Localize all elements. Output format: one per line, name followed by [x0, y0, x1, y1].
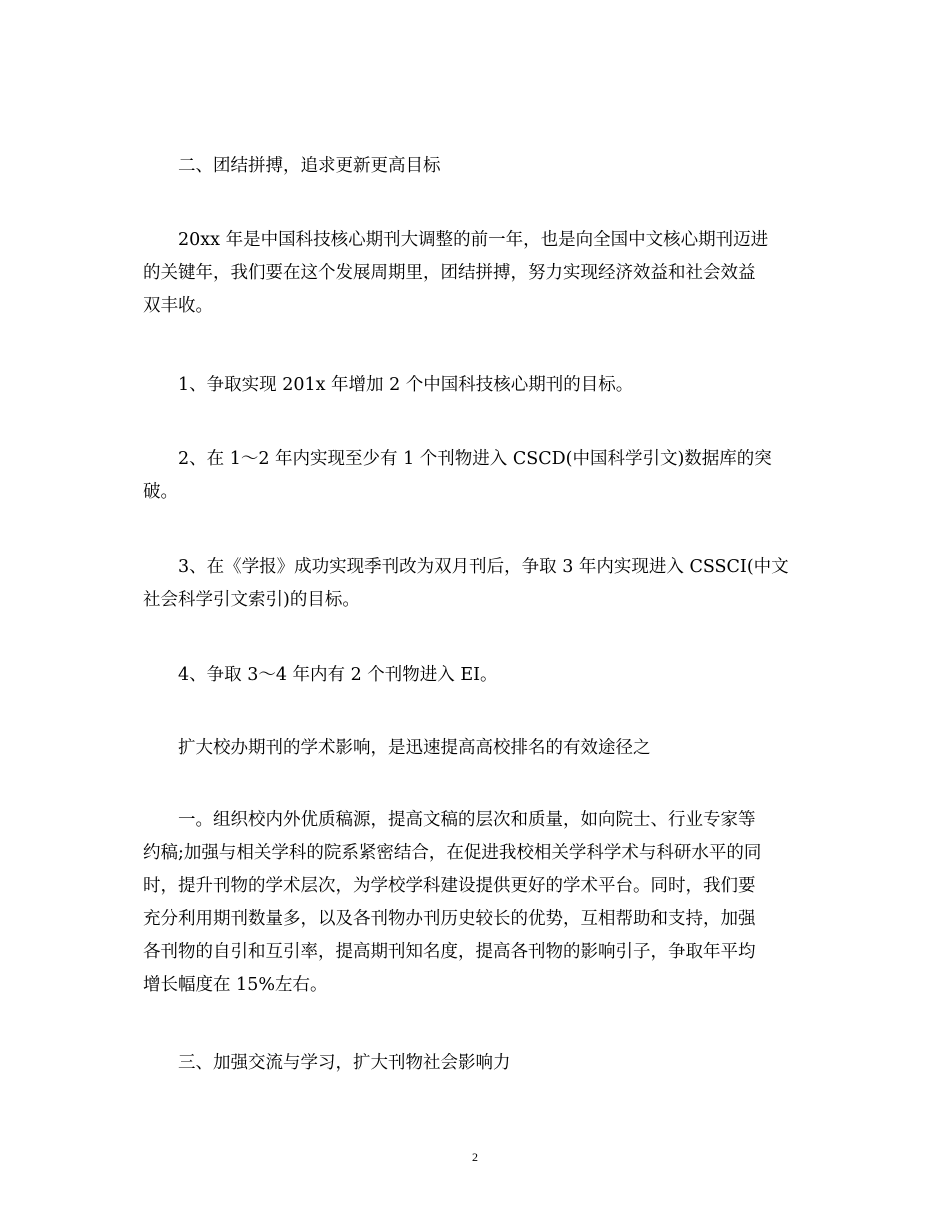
paragraph-line: 社会科学引文索引)的目标。 [143, 590, 360, 610]
list-item-3 [143, 551, 808, 617]
paragraph-line: 时，提升刊物的学术层次，为学校学科建设提供更好的学术平台。同时，我们要 [143, 876, 756, 896]
paragraph-line: 的关键年，我们要在这个发展周期里，团结拼搏，努力实现经济效益和社会效益 [143, 263, 756, 283]
list-item-4 [143, 659, 808, 692]
list-item-2 [143, 443, 808, 509]
paragraph-intro [143, 224, 808, 323]
paragraph-line: 双丰收。 [143, 296, 213, 316]
section-heading-3 [143, 1047, 808, 1080]
paragraph-line: 二、团结拼搏，追求更新更高目标 [178, 156, 441, 176]
section-heading-2 [143, 150, 808, 183]
paragraph-journal-influence [143, 732, 808, 765]
paragraph-line: 破。 [143, 482, 178, 502]
paragraph-line: 三、加强交流与学习，扩大刊物社会影响力 [178, 1053, 511, 1073]
paragraph-line: 1、争取实现 201x 年增加 2 个中国科技核心期刊的目标。 [178, 375, 634, 395]
paragraph-line: 一。组织校内外优质稿源，提高文稿的层次和质量，如向院士、行业专家等 [178, 810, 756, 830]
paragraph-line: 增长幅度在 15%左右。 [143, 975, 328, 995]
list-item-1 [143, 369, 808, 402]
paragraph-line: 20xx 年是中国科技核心期刊大调整的前一年，也是向全国中文核心期刊迈进 [178, 230, 769, 250]
paragraph-line: 约稿;加强与相关学科的院系紧密结合，在促进我校相关学科学术与科研水平的同 [143, 843, 762, 863]
paragraph-line: 扩大校办期刊的学术影响，是迅速提高高校排名的有效途径之 [178, 738, 651, 758]
paragraph-line: 3、在《学报》成功实现季刊改为双月刊后，争取 3 年内实现进入 CSSCI(中文 [178, 557, 789, 577]
paragraph-line: 各刊物的自引和互引率，提高期刊知名度，提高各刊物的影响引子，争取年平均 [143, 942, 756, 962]
paragraph-measures [143, 804, 808, 1002]
paragraph-line: 2、在 1～2 年内实现至少有 1 个刊物进入 CSCD(中国科学引文)数据库的突 [178, 449, 772, 469]
paragraph-line: 充分利用期刊数量多，以及各刊物办刊历史较长的优势，互相帮助和支持，加强 [143, 909, 756, 929]
paragraph-line: 4、争取 3～4 年内有 2 个刊物进入 EI。 [178, 665, 498, 685]
page-number: 2 [472, 1150, 478, 1164]
